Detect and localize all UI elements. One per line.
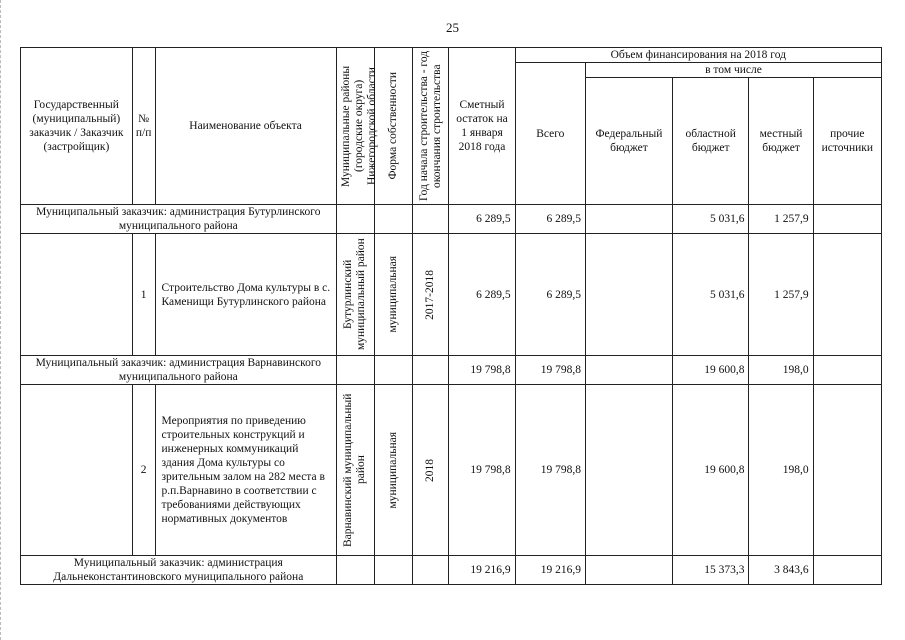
header-federal: Федеральный бюджет — [585, 78, 672, 205]
cell-federal — [585, 356, 672, 385]
years-text: 2018 — [424, 458, 437, 482]
group-customer: Муниципальный заказчик: администрация Бутурлинского муниципального района — [21, 205, 337, 234]
district-text: Варнавинский муниципальный район — [342, 393, 368, 547]
table-row-group — [21, 356, 882, 385]
cell-federal — [585, 556, 672, 585]
cell-total: 6 289,5 — [515, 205, 585, 234]
years-text: 2017-2018 — [424, 269, 437, 320]
cell-num: 2 — [132, 385, 155, 556]
cell-other — [813, 556, 881, 585]
cell-regional: 19 600,8 — [672, 356, 749, 385]
cell-years — [413, 385, 449, 556]
cell-other — [813, 234, 881, 356]
group-customer: Муниципальный заказчик: администрация Варнавинского муниципального района — [21, 356, 337, 385]
cell-ownership — [374, 385, 412, 556]
cell-local: 1 257,9 — [749, 234, 813, 356]
table-row-object — [21, 385, 882, 556]
cell-federal — [585, 205, 672, 234]
header-district: Муниципальные районы (городские округа) Нижегородской области — [339, 65, 378, 187]
cell-regional: 15 373,3 — [672, 556, 749, 585]
header-ownership-cell — [374, 48, 412, 205]
header-customer: Государственный (муниципальный) заказчик / Заказчик (застройщик) — [21, 48, 133, 205]
cell-local: 3 843,6 — [749, 556, 813, 585]
cell-total: 19 798,8 — [515, 356, 585, 385]
header-total: Всего — [515, 63, 585, 205]
table-row-group — [21, 556, 882, 585]
cell-federal — [585, 234, 672, 356]
header-row-1 — [21, 48, 882, 63]
cell-district — [336, 385, 374, 556]
ownership-text: муниципальная — [387, 431, 400, 509]
table-row-group — [21, 205, 882, 234]
header-years: Год начала строительства - год окончания строительства — [417, 50, 443, 202]
cell-local: 198,0 — [749, 385, 813, 556]
cell-estimate: 6 289,5 — [449, 205, 515, 234]
cell-object-name: Мероприятия по приведению строительных конструкций и инженерных коммуникаций здания Дома культуры со зрительным залом на 282 места в р.п.Варнавино в соответствии с требованиями действующих нормативных документов — [155, 385, 336, 556]
table-row-object — [21, 234, 882, 356]
cell-object-name: Строительство Дома культуры в с. Каменищи Бутурлинского района — [155, 234, 336, 356]
cell-district — [336, 234, 374, 356]
header-funding-group: Объем финансирования на 2018 год — [515, 48, 881, 63]
cell-total: 19 798,8 — [515, 385, 585, 556]
cell-other — [813, 205, 881, 234]
group-customer: Муниципальный заказчик: администрация Дальнеконстантиновского муниципального района — [21, 556, 337, 585]
header-estimate: Сметный остаток на 1 января 2018 года — [449, 48, 515, 205]
cell-estimate: 19 798,8 — [449, 385, 515, 556]
cell-regional: 5 031,6 — [672, 234, 749, 356]
page-number: 25 — [446, 20, 459, 35]
cell-local: 1 257,9 — [749, 205, 813, 234]
cell-estimate: 19 798,8 — [449, 356, 515, 385]
funding-table — [20, 47, 882, 585]
ownership-text: муниципальная — [387, 256, 400, 333]
header-local: местный бюджет — [749, 78, 813, 205]
header-including: в том числе — [585, 63, 881, 78]
district-text: Бутурлинский муниципальный район — [342, 238, 368, 351]
cell-federal — [585, 385, 672, 556]
cell-other — [813, 385, 881, 556]
cell-ownership — [374, 234, 412, 356]
header-object-name: Наименование объекта — [155, 48, 336, 205]
cell-regional: 5 031,6 — [672, 205, 749, 234]
header-num: № п/п — [132, 48, 155, 205]
header-ownership: Форма собственности — [387, 72, 400, 180]
cell-estimate: 19 216,9 — [449, 556, 515, 585]
cell-other — [813, 356, 881, 385]
cell-years — [413, 234, 449, 356]
cell-regional: 19 600,8 — [672, 385, 749, 556]
cell-total: 19 216,9 — [515, 556, 585, 585]
cell-num: 1 — [132, 234, 155, 356]
header-years-cell — [413, 48, 449, 205]
cell-local: 198,0 — [749, 356, 813, 385]
page-margin-line — [0, 0, 2, 640]
header-other: прочие источники — [813, 78, 881, 205]
header-district-cell — [336, 48, 378, 205]
cell-estimate: 6 289,5 — [449, 234, 515, 356]
header-regional: областной бюджет — [672, 78, 749, 205]
cell-total: 6 289,5 — [515, 234, 585, 356]
